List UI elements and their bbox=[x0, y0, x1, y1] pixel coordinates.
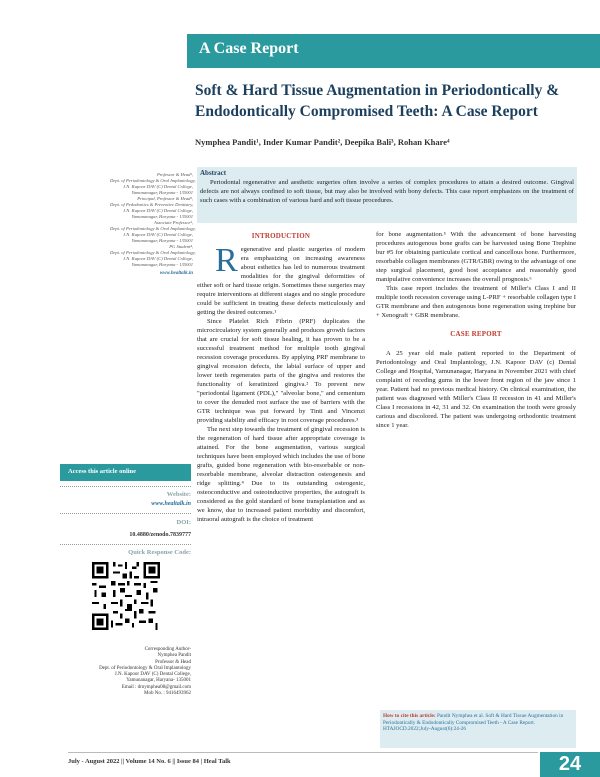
corresponding-line: J.N. Kapoor DAV (C) Dental College, bbox=[114, 672, 191, 678]
affiliation-line: Associate Professor³, bbox=[154, 220, 193, 225]
citation-label: How to cite this article: bbox=[383, 713, 436, 719]
affiliation-line: J.N. Kapoor DAV (C) Dental College, bbox=[123, 208, 193, 213]
affiliation-line: Principal, Professor & Head², bbox=[137, 196, 193, 201]
footer-divider bbox=[68, 752, 538, 753]
affiliation-website-link[interactable]: www.healtalk.in bbox=[159, 271, 193, 276]
corresponding-email[interactable]: Email : drnymphea08@gmail.com bbox=[121, 684, 191, 690]
case-report-heading: CASE REPORT bbox=[450, 330, 502, 338]
affiliation-line: J.N. Kapoor DAV (C) Dental College, bbox=[123, 256, 193, 261]
affiliation-line: Yamunanagar, Haryana - 135001 bbox=[131, 190, 193, 195]
abstract-box bbox=[197, 167, 577, 223]
affiliation-line: Dept. of Periodontology & Oral Implantology, bbox=[110, 250, 196, 255]
drop-cap: R bbox=[215, 242, 238, 279]
affiliation-line: PG Student⁴, bbox=[169, 244, 193, 249]
affiliation-line: Dept. of Periodontology & Oral Implantology, bbox=[110, 178, 196, 183]
doi-value[interactable]: 10.4880/zenodo.7839777 bbox=[129, 532, 191, 538]
website-link[interactable]: www.healtalk.in bbox=[151, 501, 191, 507]
footer-journal-info: July - August 2022 || Volume 14 No. 6 || Issue 84 | Heal Talk bbox=[68, 758, 231, 765]
body-column-left bbox=[197, 230, 365, 524]
citation-box bbox=[380, 710, 576, 748]
introduction-heading: INTRODUCTION bbox=[251, 232, 311, 240]
corresponding-line: Professor & Head bbox=[155, 659, 191, 665]
divider bbox=[60, 544, 191, 545]
corresponding-line: Yamunanagar, Haryana- 135001 bbox=[126, 678, 191, 684]
affiliation-line: Dept. of Pedodontics & Preventive Dentistry, bbox=[110, 202, 194, 207]
corresponding-line: Nymphea Pandit bbox=[157, 653, 191, 659]
article-title: Soft & Hard Tissue Augmentation in Periodontically & Endodontically Compromised Teeth: A Case Report bbox=[195, 82, 560, 120]
page-number-box bbox=[540, 752, 600, 777]
intro-paragraph-1: egenerative and plastic surgeries of modern era emphasizing on increasing awareness about esthetics has led to numerous treatment modalities for the gingival deformities of either soft or hard tissue origin. Sometimes these surgeries may require interventions at different stages and no single procedure could be sufficient in treating these defects meticulously and getting the desired outcomes.¹ bbox=[197, 246, 365, 316]
section-banner bbox=[187, 34, 600, 68]
access-online-label: Access this article online bbox=[68, 468, 137, 475]
citation-body: Pandit Nymphea et al. Soft & Hard Tissue Augmentation in Periodontically & Endodontically Compromised Teeth - A Case Report. HTAJOCD.2022;July-August(6):24-26 bbox=[383, 713, 564, 733]
access-online-header bbox=[60, 464, 191, 481]
intro-paragraph-5: This case report includes the treatment of Miller's Class I and II multiple tooth recession coverage using L-PRF + resorbable collagen type I GTR membrane and then autogenous bone regeneration using trephine bur + Xenograft + GBR membrane. bbox=[376, 285, 576, 319]
divider bbox=[60, 513, 191, 514]
affiliation-line: J.N. Kapoor DAV (C) Dental College, bbox=[123, 184, 193, 189]
qr-code-label: Quick Response Code: bbox=[128, 549, 191, 556]
intro-paragraph-3: The next step towards the treatment of gingival recession is the regeneration of hard tissue after appropriate coverage is attained. For the bone augmentation, various surgical techniques have been employed which includes the use of bone grafts, guided bone regeneration with bio-resorbable or non-resorbable membrane, alveolar distraction osteogenesis and ridge splitting.⁴ Due to its outstanding osteogenic, osteoconductive and osteoinductive properties, the autograft is considered as the gold standard of bone transplantation and as we know, due to increased patient morbidity and discomfort, intraoral autograft is the choice of treatment bbox=[197, 426, 365, 523]
corresponding-phone: Mob No. : 9416493962 bbox=[144, 691, 191, 697]
affiliation-line: Yamunanagar, Haryana - 135001 bbox=[131, 238, 193, 243]
divider bbox=[60, 486, 191, 487]
intro-paragraph-4: for bone augmentation.⁵ With the advancement of bone harvesting procedures autogenous bone grafts can be harvested using Bone Trephine bur #5 for obtaining particulate cortical and cancellous bone. Furthermore, resorbable collagen membranes (GTR/GBR) owing to the advantage of one step surgical placement, good host acceptance and reasonably good manipulative convenience increases the overall prognosis.⁶ bbox=[376, 231, 576, 283]
corresponding-line: Corresponding Author- bbox=[144, 647, 191, 652]
page-number: 24 bbox=[558, 753, 582, 775]
abstract-heading: Abstract bbox=[200, 169, 227, 177]
affiliation-line: Professor & Head¹, bbox=[156, 172, 193, 177]
case-paragraph-1: A 25 year old male patient reported to the Department of Periodontology and Oral Implantology, J.N. Kapoor DAV (c) Dental College and Hospital, Yamunanagar, Haryana in November 2021 with chief complaint of receding gums in the lower front region of the jaw since 1 year. Patient had no previous medical history. On clinical examination, the patient was diagnosed with Miller's Class II recession in 41 and Miller's Class I recessions in 42, 31 and 32. On examination the tooth were grossly carious and discolored. The patient was undergoing orthodontic treatment since 1 year. bbox=[376, 350, 576, 429]
body-column-right bbox=[376, 230, 576, 430]
intro-paragraph-2: Since Platelet Rich Fibrin (PRF) duplicates the microcirculatory system generally and produces growth factors that are crucial for soft tissue healing, it has proven to be a successful treatment method for multiple tooth gingival recession coverage procedures. By applying PRF membrane to gingival recession defects, the labial surface of upper and lower teeth regenerates parts of the gingiva and restores the functionality of keratinized gingiva.² To prevent new "periodontal ligament (PDL)," "alveolar bone," and cementum to cover the denuded root surface the use of barriers with the GTR technique was put forward by Tinti and Vincenzi providing stability and efficacy in root coverage procedures.³ bbox=[197, 318, 365, 424]
citation-text bbox=[383, 713, 573, 733]
affiliations bbox=[110, 172, 196, 277]
corresponding-line: Dept. of Periodontology & Oral Implantology bbox=[99, 665, 191, 671]
affiliation-line: Yamunanagar, Haryana - 135001 bbox=[131, 214, 193, 219]
affiliation-line: Yamunanagar, Haryana - 135001 bbox=[131, 262, 193, 267]
affiliation-line: J.N. Kapoor DAV (C) Dental College, bbox=[123, 232, 193, 237]
affiliation-line: Dept. of Periodontology & Oral Implantology, bbox=[110, 226, 196, 231]
website-label: Website: bbox=[166, 491, 191, 498]
banner-label: A Case Report bbox=[199, 40, 299, 57]
author-list: Nymphea Pandit¹, Inder Kumar Pandit², Deepika Bali³, Rohan Khare⁴ bbox=[195, 137, 450, 147]
qr-code-icon[interactable] bbox=[92, 562, 160, 630]
doi-label: DOI: bbox=[176, 519, 191, 526]
corresponding-author bbox=[60, 647, 191, 697]
abstract-text: Periodontal regenerative and aesthetic surgeries often involve a series of complex procedures to attain a desired outcome. Gingival defects are not always confined to soft tissue, but may also be involved with bony defects. This case report emphasizes on the treatment of such cases with a combination of various hard and soft tissue procedures. bbox=[200, 179, 574, 204]
